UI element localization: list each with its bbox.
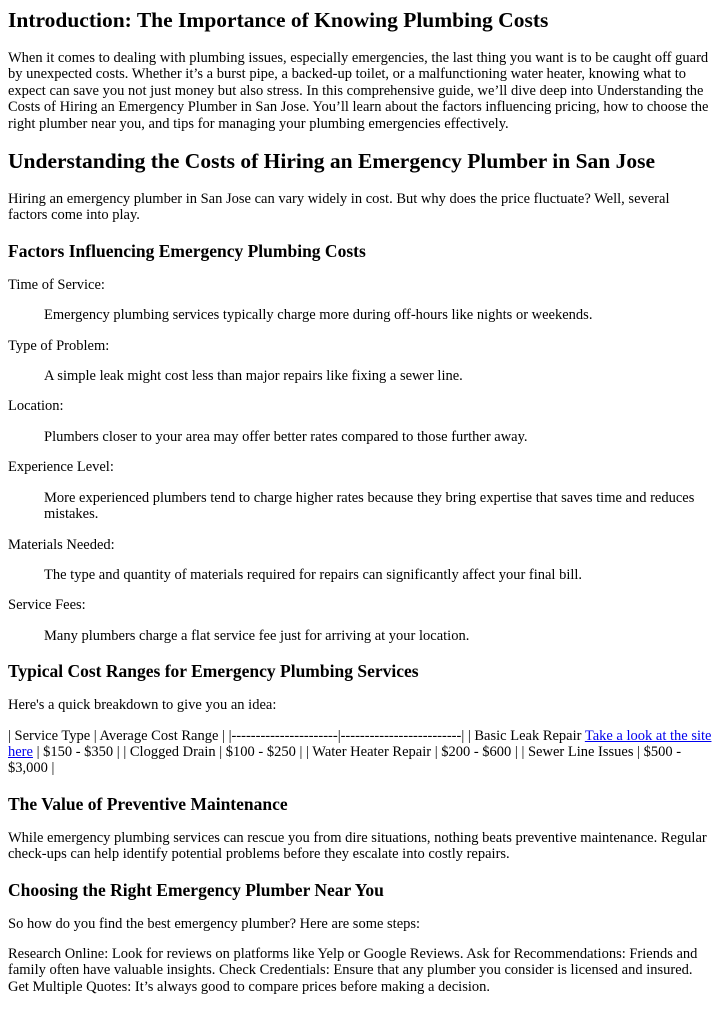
cost-table-text-after: | $150 - $350 | | Clogged Drain | $100 - $250 | | Water Heater Repair | $200 - $600 | | Sewer Line Issues | $500 - $3,000 | xyxy=(8,743,682,777)
cost-ranges-intro: Here's a quick breakdown to give you an idea: xyxy=(8,697,277,714)
factor-description: Emergency plumbing services typically charge more during off-hours like nights or weekends. xyxy=(44,307,593,324)
article xyxy=(0,8,720,995)
preventive-heading: The Value of Preventive Maintenance xyxy=(8,793,288,814)
factor-description: Plumbers closer to your area may offer better rates compared to those further away. xyxy=(44,428,528,445)
intro-paragraph: When it comes to dealing with plumbing issues, especially emergencies, the last thing you want is to be caught off guard by unexpected costs. Whether it’s a burst pipe, a backed-up toilet, or a malfunctioning water heater, knowing what to expect can save you not just money but also stress. In this comprehensive guide, we’ll dive deep into Understanding the Costs of Hiring an Emergency Plumber in San Jose. You’ll learn about the factors influencing pricing, how to choose the right plumber near you, and tips for managing your plumbing emergencies effectively. xyxy=(8,50,709,132)
understanding-heading: Understanding the Costs of Hiring an Emergency Plumber in San Jose xyxy=(8,149,656,174)
choosing-steps: Research Online: Look for reviews on platforms like Yelp or Google Reviews. Ask for Recommendations: Friends and family often have valuable insights. Check Credentials: Ensure that any plumber you consider is licensed and insured. Get Multiple Quotes: It’s always good to compare prices before making a decision. xyxy=(8,945,698,995)
choosing-heading: Choosing the Right Emergency Plumber Near You xyxy=(8,879,384,900)
factor-description: The type and quantity of materials required for repairs can significantly affect your final bill. xyxy=(44,566,583,583)
choosing-intro: So how do you find the best emergency plumber? Here are some steps: xyxy=(8,915,421,932)
site-link[interactable]: Take a look at the site here xyxy=(8,727,712,760)
intro-heading: Introduction: The Importance of Knowing Plumbing Costs xyxy=(8,8,549,32)
factor-description: A simple leak might cost less than major repairs like fixing a sewer line. xyxy=(44,368,463,385)
factor-description: More experienced plumbers tend to charge higher rates because they bring expertise that saves time and reduces mistakes. xyxy=(44,489,695,523)
factor-term: Time of Service: xyxy=(8,276,105,293)
factor-term: Location: xyxy=(8,398,64,415)
cost-table-text-before: | Service Type | Average Cost Range | |----------------------|-------------------------| | Basic Leak Repair xyxy=(8,727,585,744)
cost-ranges-heading: Typical Cost Ranges for Emergency Plumbing Services xyxy=(8,661,419,682)
understanding-paragraph: Hiring an emergency plumber in San Jose can vary widely in cost. But why does the price fluctuate? Well, several factors come into play. xyxy=(8,191,670,224)
factor-term: Materials Needed: xyxy=(8,536,115,553)
factor-term: Service Fees: xyxy=(8,597,86,614)
factor-term: Type of Problem: xyxy=(8,337,110,354)
factor-description: Many plumbers charge a flat service fee just for arriving at your location. xyxy=(44,627,470,644)
factors-list xyxy=(8,277,712,644)
factor-term: Experience Level: xyxy=(8,459,114,476)
cost-ranges-table-text xyxy=(8,728,712,777)
factors-heading: Factors Influencing Emergency Plumbing Costs xyxy=(8,240,366,261)
preventive-paragraph: While emergency plumbing services can rescue you from dire situations, nothing beats preventive maintenance. Regular check-ups can help identify potential problems before they escalate into costly repairs. xyxy=(8,829,707,863)
